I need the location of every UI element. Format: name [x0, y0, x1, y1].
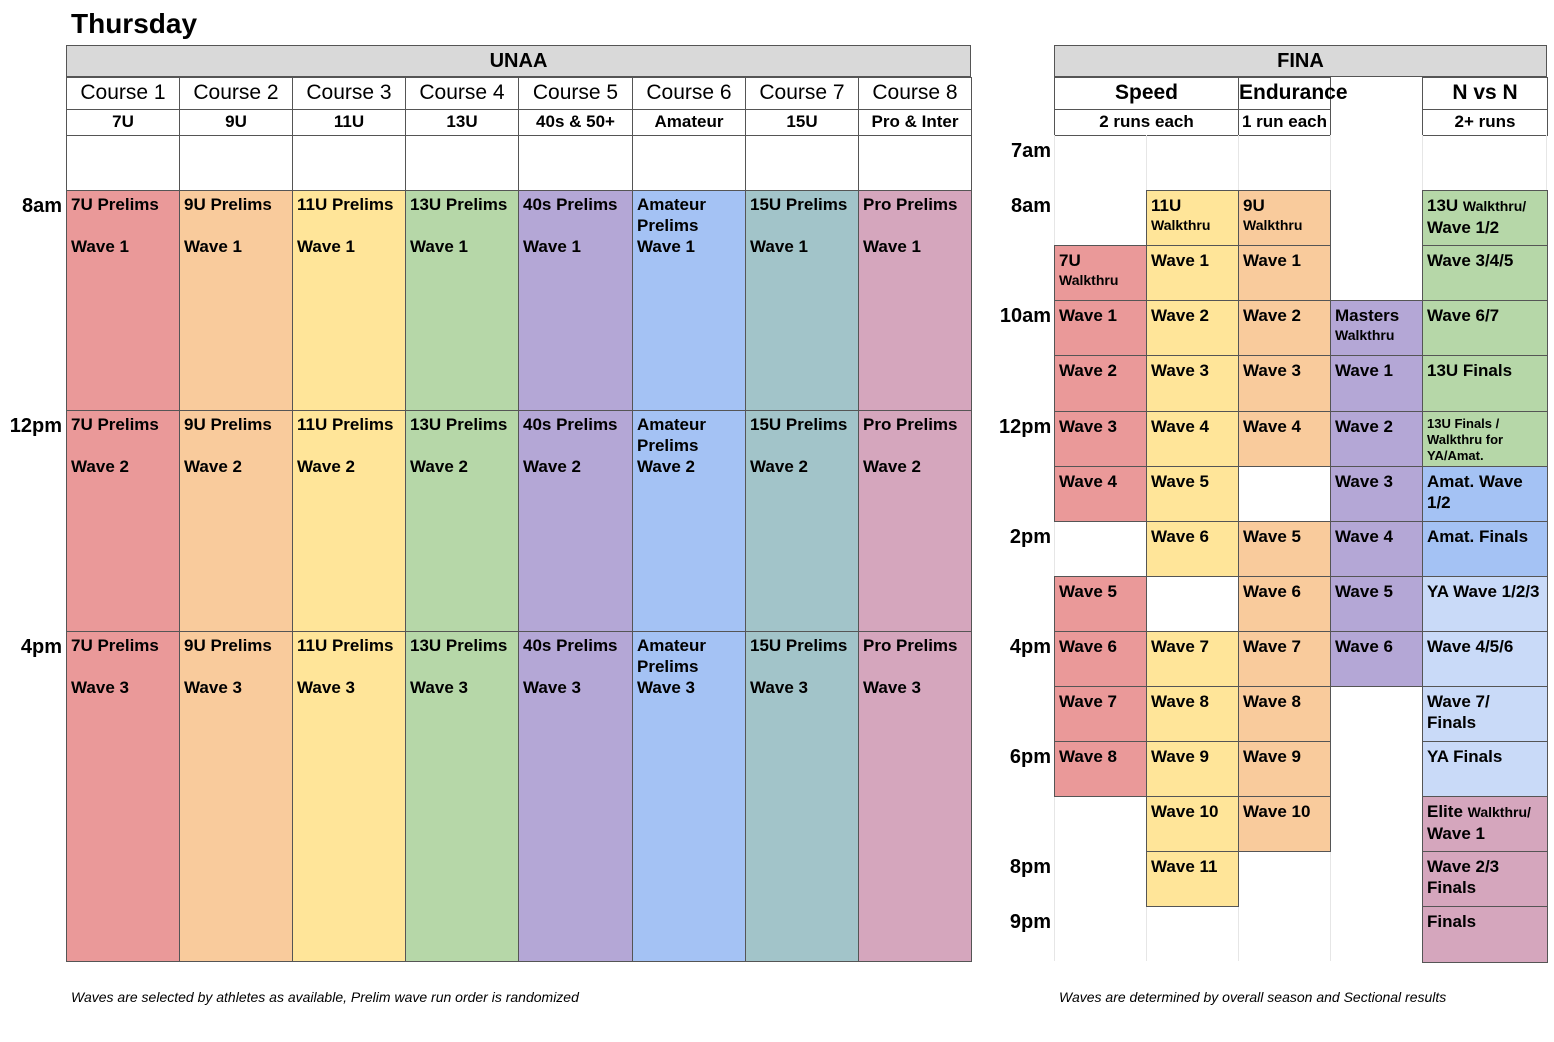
prelim-block [405, 190, 519, 411]
schedule-slot [1330, 521, 1423, 577]
course-header: Course 7 [745, 77, 859, 110]
time-label: 9pm [1009, 911, 1051, 933]
prelim-label: 11U Prelims [297, 636, 394, 655]
course-division: Amateur [632, 109, 746, 136]
schedule-slot [1422, 466, 1548, 522]
prelim-block [292, 410, 406, 632]
prelim-label: 40s Prelims [523, 415, 618, 434]
slot-label: 9U [1243, 196, 1265, 215]
prelim-label: 7U Prelims [71, 415, 159, 434]
walkthru-label: Walkthru [1243, 217, 1303, 233]
prelim-block [858, 190, 972, 411]
schedule-slot [1238, 521, 1331, 577]
course-division: 15U [745, 109, 859, 136]
walkthru-label: Walkthru [1151, 217, 1211, 233]
schedule-slot [1146, 355, 1239, 412]
prelim-block [745, 190, 859, 411]
course-division: 13U [405, 109, 519, 136]
wave-label: Wave 3 [863, 678, 921, 697]
prelim-block [858, 631, 972, 962]
time-label: 2pm [1009, 526, 1051, 548]
slot-label: Wave 3 [1059, 417, 1117, 436]
course-division: 40s & 50+ [518, 109, 633, 136]
empty-slot [632, 135, 746, 191]
schedule-slot [1422, 796, 1548, 852]
slot-label: Wave 7 [1059, 692, 1117, 711]
time-label: 8pm [1009, 856, 1051, 878]
wave-label: Wave 1 [750, 237, 808, 256]
schedule-slot [1422, 851, 1548, 907]
prelim-label: 9U Prelims [184, 195, 272, 214]
slot-label: Wave 7 [1243, 637, 1301, 656]
prelim-label: 7U Prelims [71, 636, 159, 655]
prelim-label: 13U Prelims [410, 415, 508, 434]
wave-label: Wave 1 [184, 237, 242, 256]
course-header: Course 2 [179, 77, 293, 110]
slot-label: Masters [1335, 306, 1400, 325]
schedule-slot [1422, 741, 1548, 797]
wave-label: Wave 1 [410, 237, 468, 256]
course-header: Course 5 [518, 77, 633, 110]
schedule-slot [1238, 245, 1331, 301]
slot-label: Wave 1 [1243, 251, 1301, 270]
slot-label: Wave 5 [1059, 582, 1117, 601]
schedule-slot [1238, 631, 1331, 687]
prelim-label: 40s Prelims [523, 195, 618, 214]
schedule-slot [1146, 300, 1239, 356]
time-label: 12pm [999, 416, 1052, 438]
prelim-label: Pro Prelims [863, 415, 958, 434]
schedule-slot [1146, 741, 1239, 797]
slot-label: Wave 8 [1059, 747, 1117, 766]
empty-slot [518, 135, 633, 191]
empty-slot [292, 135, 406, 191]
slot-label: YA Wave 1/2/3 [1427, 582, 1540, 601]
empty-slot [745, 135, 859, 191]
prelim-label: Prelims [637, 436, 699, 455]
prelim-label: Prelims [637, 216, 699, 235]
schedule-slot [1238, 411, 1331, 467]
schedule-slot [1330, 411, 1423, 467]
wave-label: Wave 2 [184, 457, 242, 476]
slot-label: Wave 7/ Finals [1427, 692, 1490, 732]
course-division: 11U [292, 109, 406, 136]
course-division: 9U [179, 109, 293, 136]
walkthru-label: Walkthru [1059, 272, 1119, 288]
wave-label: Wave 3 [523, 678, 581, 697]
prelim-block [405, 410, 519, 632]
slot-label: Wave 5 [1243, 527, 1301, 546]
schedule-slot [1146, 796, 1239, 852]
schedule-slot [1422, 245, 1548, 301]
schedule-slot [1422, 631, 1548, 687]
prelim-label: Amateur [637, 195, 706, 214]
slot-label: Wave 3 [1335, 472, 1393, 491]
course-header: Course 4 [405, 77, 519, 110]
slot-label: Wave 6 [1243, 582, 1301, 601]
prelim-block [179, 631, 293, 962]
wave-label: Wave 2 [523, 457, 581, 476]
schedule-slot [1238, 190, 1331, 246]
slot-label: Wave 3 [1151, 361, 1209, 380]
group-runs: 2 runs each [1054, 109, 1239, 136]
course-header: Course 8 [858, 77, 972, 110]
slot-line [1427, 801, 1543, 823]
slot-label: 13U Finals [1427, 361, 1513, 380]
course-header: Course 6 [632, 77, 746, 110]
wave-label: Wave 1 [71, 237, 129, 256]
group-runs: 2+ runs [1422, 109, 1548, 136]
fina-header: FINA [1054, 45, 1547, 77]
prelim-label: 9U Prelims [184, 636, 272, 655]
group-runs: 1 run each [1238, 109, 1331, 136]
schedule-slot [1238, 741, 1331, 797]
schedule-slot [1422, 190, 1548, 246]
wave-label: Wave 3 [637, 678, 695, 697]
slot-label: Wave 2 [1059, 361, 1117, 380]
schedule-slot [1146, 521, 1239, 577]
slot-label: Wave 5 [1151, 472, 1209, 491]
slot-label: 7U [1059, 251, 1081, 270]
prelim-block [518, 190, 633, 411]
wave-label: Wave 1 [523, 237, 581, 256]
schedule-slot [1054, 741, 1147, 797]
time-label: 10am [999, 305, 1051, 327]
unaa-note: Waves are selected by athletes as available, Prelim wave run order is randomized [71, 989, 579, 1005]
prelim-label: 15U Prelims [750, 636, 848, 655]
wave-label: Wave 3 [410, 678, 468, 697]
schedule-slot [1330, 576, 1423, 632]
slot-label: Elite [1427, 802, 1463, 821]
course-division: Pro & Inter [858, 109, 972, 136]
slot-label: Wave 4 [1151, 417, 1209, 436]
schedule-slot [1422, 355, 1548, 412]
slot-label: Amat. Finals [1427, 527, 1529, 546]
schedule-slot [1054, 466, 1147, 522]
course-header: Course 3 [292, 77, 406, 110]
prelim-block [632, 190, 746, 411]
wave-label: Wave 1 [637, 237, 695, 256]
empty-slot [66, 135, 180, 191]
schedule-slot [1238, 300, 1331, 356]
schedule-slot [1238, 796, 1331, 852]
slot-label: Wave 1 [1335, 361, 1393, 380]
walkthru-label: Walkthru/ [1467, 804, 1531, 820]
schedule-slot [1422, 300, 1548, 356]
schedule-slot [1054, 355, 1147, 412]
wave-label: Wave 2 [297, 457, 355, 476]
time-label: 8am [21, 195, 62, 217]
schedule-slot [1422, 686, 1548, 742]
wave-label: Wave 3 [750, 678, 808, 697]
schedule-slot [1146, 686, 1239, 742]
schedule-slot [1238, 686, 1331, 742]
slot-label: Wave 2 [1335, 417, 1393, 436]
prelim-block [405, 631, 519, 962]
slot-label: Wave 4/5/6 [1427, 637, 1514, 656]
slot-label: Wave 1 [1059, 306, 1117, 325]
wave-label: Wave 2 [637, 457, 695, 476]
group-header: Endurance [1238, 77, 1331, 110]
schedule-slot [1422, 521, 1548, 577]
slot-label: Wave 11 [1151, 857, 1218, 876]
slot-label: Wave 4 [1243, 417, 1301, 436]
schedule-slot [1330, 631, 1423, 687]
group-header: N vs N [1422, 77, 1548, 110]
time-label: 12pm [9, 415, 62, 437]
course-header: Course 1 [66, 77, 180, 110]
schedule-slot [1330, 355, 1423, 412]
slot-label: Wave 5 [1335, 582, 1393, 601]
wave-label: Wave 2 [410, 457, 468, 476]
prelim-label: Amateur [637, 415, 706, 434]
slot-label: Wave 2/3 Finals [1427, 857, 1500, 897]
slot-label: Wave 1 [1427, 824, 1485, 843]
slot-label: Wave 2 [1151, 306, 1209, 325]
fina-note: Waves are determined by overall season and Sectional results [1059, 989, 1447, 1005]
wave-label: Wave 1 [863, 237, 921, 256]
prelim-label: 13U Prelims [410, 636, 508, 655]
walkthru-label: Walkthru/ [1462, 198, 1527, 214]
prelim-block [66, 190, 180, 411]
prelim-label: 9U Prelims [184, 415, 272, 434]
slot-label: 13U [1427, 196, 1459, 215]
prelim-block [66, 410, 180, 632]
schedule-slot [1146, 851, 1239, 907]
schedule-slot [1146, 466, 1239, 522]
time-label: 4pm [1009, 636, 1051, 658]
prelim-label: Prelims [637, 657, 699, 676]
prelim-label: Pro Prelims [863, 195, 958, 214]
time-label: 6pm [1009, 746, 1051, 768]
prelim-block [518, 631, 633, 962]
slot-label: Finals [1427, 912, 1477, 931]
slot-label: Wave 10 [1243, 802, 1311, 821]
schedule-slot [1146, 190, 1239, 246]
schedule-slot [1238, 576, 1331, 632]
slot-label: Wave 3/4/5 [1427, 251, 1514, 270]
prelim-block [292, 631, 406, 962]
schedule-slot [1054, 245, 1147, 301]
schedule-slot [1146, 411, 1239, 467]
slot-label: Wave 8 [1243, 692, 1301, 711]
schedule-slot [1054, 411, 1147, 467]
prelim-label: 11U Prelims [297, 415, 394, 434]
wave-label: Wave 3 [297, 678, 355, 697]
prelim-block [66, 631, 180, 962]
slot-label: Wave 9 [1151, 747, 1209, 766]
prelim-block [179, 190, 293, 411]
slot-label: Wave 4 [1059, 472, 1117, 491]
prelim-label: 11U Prelims [297, 195, 394, 214]
prelim-label: 13U Prelims [410, 195, 508, 214]
slot-label: Wave 8 [1151, 692, 1209, 711]
schedule-slot [1054, 686, 1147, 742]
wave-label: Wave 2 [71, 457, 129, 476]
slot-label: Wave 1/2 [1427, 218, 1500, 237]
wave-label: Wave 2 [863, 457, 921, 476]
schedule-slot [1422, 576, 1548, 632]
prelim-block [518, 410, 633, 632]
empty-slot [405, 135, 519, 191]
time-label: 8am [1010, 195, 1051, 217]
slot-label: Wave 6 [1151, 527, 1209, 546]
group-header: Speed [1054, 77, 1239, 110]
prelim-block [179, 410, 293, 632]
prelim-block [745, 410, 859, 632]
slot-line [1427, 195, 1543, 217]
wave-label: Wave 3 [71, 678, 129, 697]
prelim-label: 40s Prelims [523, 636, 618, 655]
slot-label: Wave 4 [1335, 527, 1393, 546]
schedule-slot [1054, 300, 1147, 356]
prelim-block [292, 190, 406, 411]
empty-slot [179, 135, 293, 191]
schedule-slot [1054, 576, 1147, 632]
walkthru-label: Walkthru [1335, 327, 1395, 343]
slot-label: Wave 6 [1335, 637, 1393, 656]
schedule-slot [1054, 631, 1147, 687]
slot-label: Wave 3 [1243, 361, 1301, 380]
prelim-label: Amateur [637, 636, 706, 655]
wave-label: Wave 1 [297, 237, 355, 256]
slot-label: Wave 10 [1151, 802, 1219, 821]
prelim-label: 15U Prelims [750, 415, 848, 434]
empty-slot [858, 135, 972, 191]
schedule-slot [1238, 355, 1331, 412]
unaa-header: UNAA [66, 45, 971, 77]
prelim-block [632, 631, 746, 962]
page-title: Thursday [71, 8, 198, 39]
slot-label: Wave 7 [1151, 637, 1209, 656]
prelim-block [745, 631, 859, 962]
slot-label: Wave 9 [1243, 747, 1301, 766]
slot-label: Wave 1 [1151, 251, 1209, 270]
time-label: 7am [1010, 140, 1051, 162]
prelim-label: 7U Prelims [71, 195, 159, 214]
wave-label: Wave 3 [184, 678, 242, 697]
slot-label: Wave 6/7 [1427, 306, 1500, 325]
wave-label: Wave 2 [750, 457, 808, 476]
schedule-slot [1146, 245, 1239, 301]
schedule-slot [1146, 631, 1239, 687]
prelim-label: 15U Prelims [750, 195, 848, 214]
schedule-slot [1330, 300, 1423, 356]
slot-label: 13U Finals / Walkthru for YA/Amat. [1427, 416, 1504, 463]
slot-label: Amat. Wave 1/2 [1427, 472, 1523, 512]
course-division: 7U [66, 109, 180, 136]
schedule-slot [1330, 466, 1423, 522]
prelim-block [858, 410, 972, 632]
prelim-label: Pro Prelims [863, 636, 958, 655]
slot-label: YA Finals [1427, 747, 1503, 766]
schedule-slot [1422, 906, 1548, 963]
slot-label: Wave 2 [1243, 306, 1301, 325]
time-label: 4pm [20, 636, 62, 658]
slot-label: 11U [1151, 196, 1182, 215]
slot-label: Wave 6 [1059, 637, 1117, 656]
schedule-slot [1422, 411, 1548, 467]
prelim-block [632, 410, 746, 632]
